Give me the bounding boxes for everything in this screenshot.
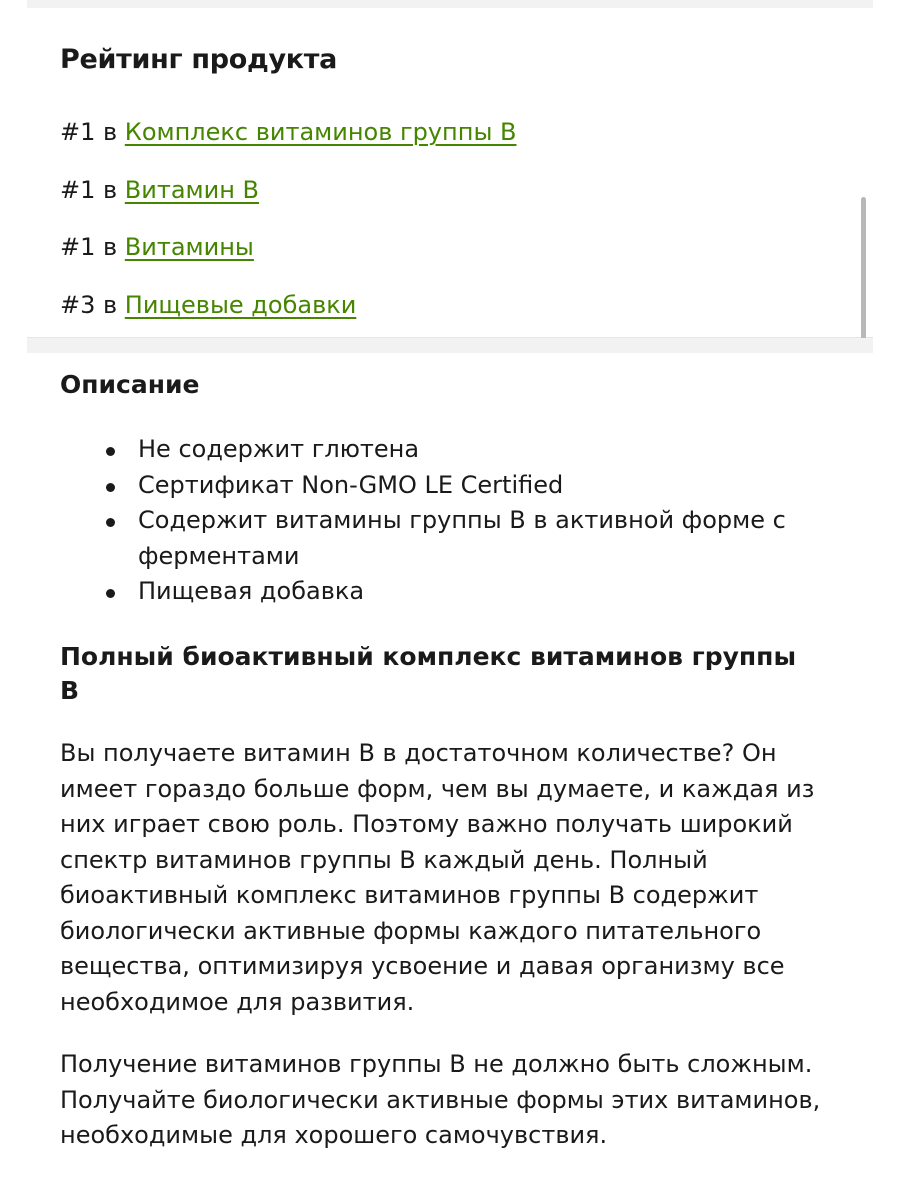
list-item: [60, 503, 860, 574]
panel-scrollbar[interactable]: [861, 197, 866, 345]
description-paragraph: Вы получаете витамин B в достаточном количестве? Он имеет гораздо больше форм, чем вы думаете, и каждая из них играет свою роль. Поэтому важно получать широкий спектр витаминов группы B каждый день. Полный биоактивный комплекс витаминов группы B содержит биологически активные формы каждого питательного вещества, оптимизируя усвоение и давая организму все необходимое для развития.: [60, 739, 815, 1016]
rank-label: #1 в: [60, 176, 125, 204]
section-subtitle: Полный биоактивный комплекс витаминов группы B: [60, 642, 797, 705]
rating-title: Рейтинг продукта: [60, 44, 338, 75]
bullet-icon: [106, 589, 115, 598]
list-item-text: Не содержит глютена: [138, 435, 420, 463]
product-rating-panel: [27, 8, 873, 338]
rank-label: #1 в: [60, 118, 125, 146]
rank-row: [60, 233, 254, 261]
rank-row: [60, 291, 356, 319]
rank-label: #1 в: [60, 233, 125, 261]
section-divider: [27, 338, 873, 353]
bullet-icon: [106, 483, 115, 492]
category-link-vitamins[interactable]: Витамины: [124, 233, 254, 261]
rank-row: [60, 176, 259, 204]
bullet-icon: [106, 447, 115, 456]
category-link-vitamin-b[interactable]: Витамин B: [124, 176, 260, 204]
list-item: [60, 574, 860, 610]
top-divider: [27, 0, 873, 8]
bullet-icon: [106, 518, 115, 527]
list-item-text: Пищевая добавка: [138, 577, 365, 605]
list-item: [60, 432, 860, 468]
list-item-text: Сертификат Non-GMO LE Certified: [138, 470, 564, 499]
description-paragraph: Получение витаминов группы B не должно быть сложным. Получайте биологически активные формы этих витаминов, необходимые для хорошего самочувствия.: [60, 1050, 821, 1149]
feature-list: [60, 432, 860, 610]
category-link-supplements[interactable]: Пищевые добавки: [124, 291, 357, 319]
rank-label: #3 в: [60, 291, 125, 319]
description-title: Описание: [60, 370, 200, 399]
rank-row: [60, 118, 516, 146]
list-item: [60, 468, 860, 504]
category-link-b-complex[interactable]: Комплекс витаминов группы B: [124, 118, 517, 146]
list-item-text: Содержит витамины группы B в активной форме с ферментами: [138, 506, 786, 570]
